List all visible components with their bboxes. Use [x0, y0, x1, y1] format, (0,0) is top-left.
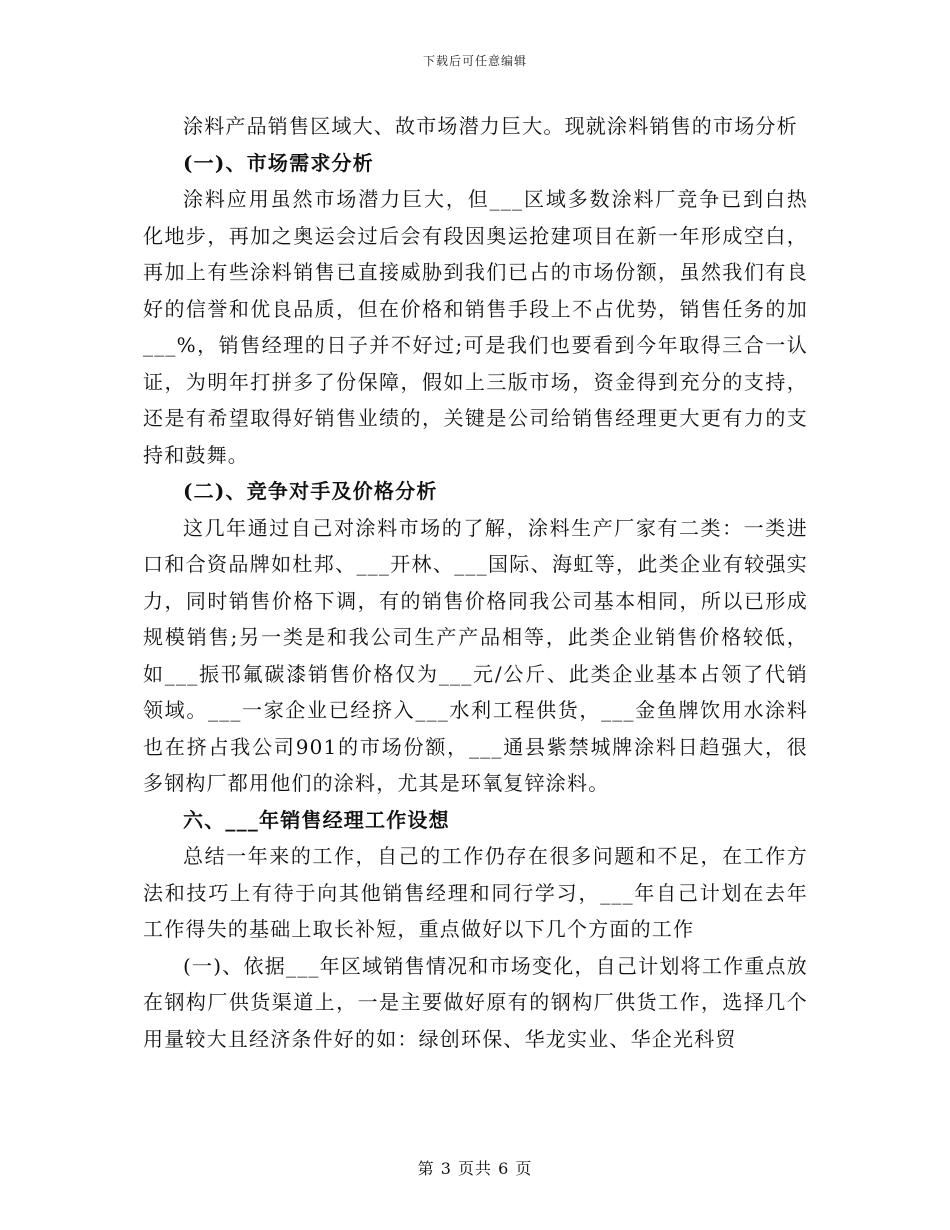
section-heading-competition: (二)、竞争对手及价格分析	[183, 479, 438, 503]
paragraph-work-plan-summary: 总结一年来的工作，自己的工作仍存在很多问题和不足，在工作方法和技巧上有待于向其他销售经理和同行学习，___年自己计划在去年工作得失的基础上取长补短，重点做好以下几个方面的工作	[143, 844, 808, 941]
page-header: 下载后可任意编辑	[422, 54, 527, 68]
paragraph-market-demand: 涂料应用虽然市场潜力巨大，但___区域多数涂料厂竞争已到白热化地步，再加之奥运会过后会有段因奥运抢建项目在新一年形成空白，再加上有些涂料销售已直接威胁到我们已占的市场份额，虽然我们有良好的信誉和优良品质，但在价格和销售手段上不占优势，销售任务的加___%，销售经理的日子并不好过;可是我们也要看到今年取得三合一认证，为明年打拼多了份保障，假如上三版市场，资金得到充分的支持，还是有希望取得好销售业绩的，关键是公司给销售经理更大更有力的支持和鼓舞。	[143, 187, 808, 467]
page-footer: 第 3 页共 6 页	[417, 1159, 533, 1178]
section-heading-market-demand: (一)、市场需求分析	[183, 150, 374, 175]
paragraph-competition: 这几年通过自己对涂料市场的了解，涂料生产厂家有二类：一类进口和合资品牌如杜邦、___开林、___国际、海虹等，此类企业有较强实力，同时销售价格下调，有的销售价格同我公司基本相同，所以已形成规模销售;另一类是和我公司生产产品相等，此类企业销售价格较低，如___振邗氟碳漆销售价格仅为___元/公斤、此类企业基本占领了代销领域。___一家企业已经挤入___水利工程供货，___金鱼牌饮用水涂料也在挤占我公司901的市场份额，___通县紫禁城牌涂料日趋强大，很多钢构厂都用他们的涂料，尤其是环氧复锌涂料。	[143, 515, 808, 795]
paragraph-intro: 涂料产品销售区域大、故市场潜力巨大。现就涂料销售的市场分析	[183, 114, 798, 138]
document-body	[143, 108, 808, 1057]
paragraph-work-plan-item-1: (一)、依据___年区域销售情况和市场变化，自己计划将工作重点放在钢构厂供货渠道上，一是主要做好原有的钢构厂供货工作，选择几个用量较大且经济条件好的如：绿创环保、华龙实业、华企光科贸	[143, 953, 808, 1051]
section-heading-work-plan: 六、___年销售经理工作设想	[183, 807, 450, 832]
